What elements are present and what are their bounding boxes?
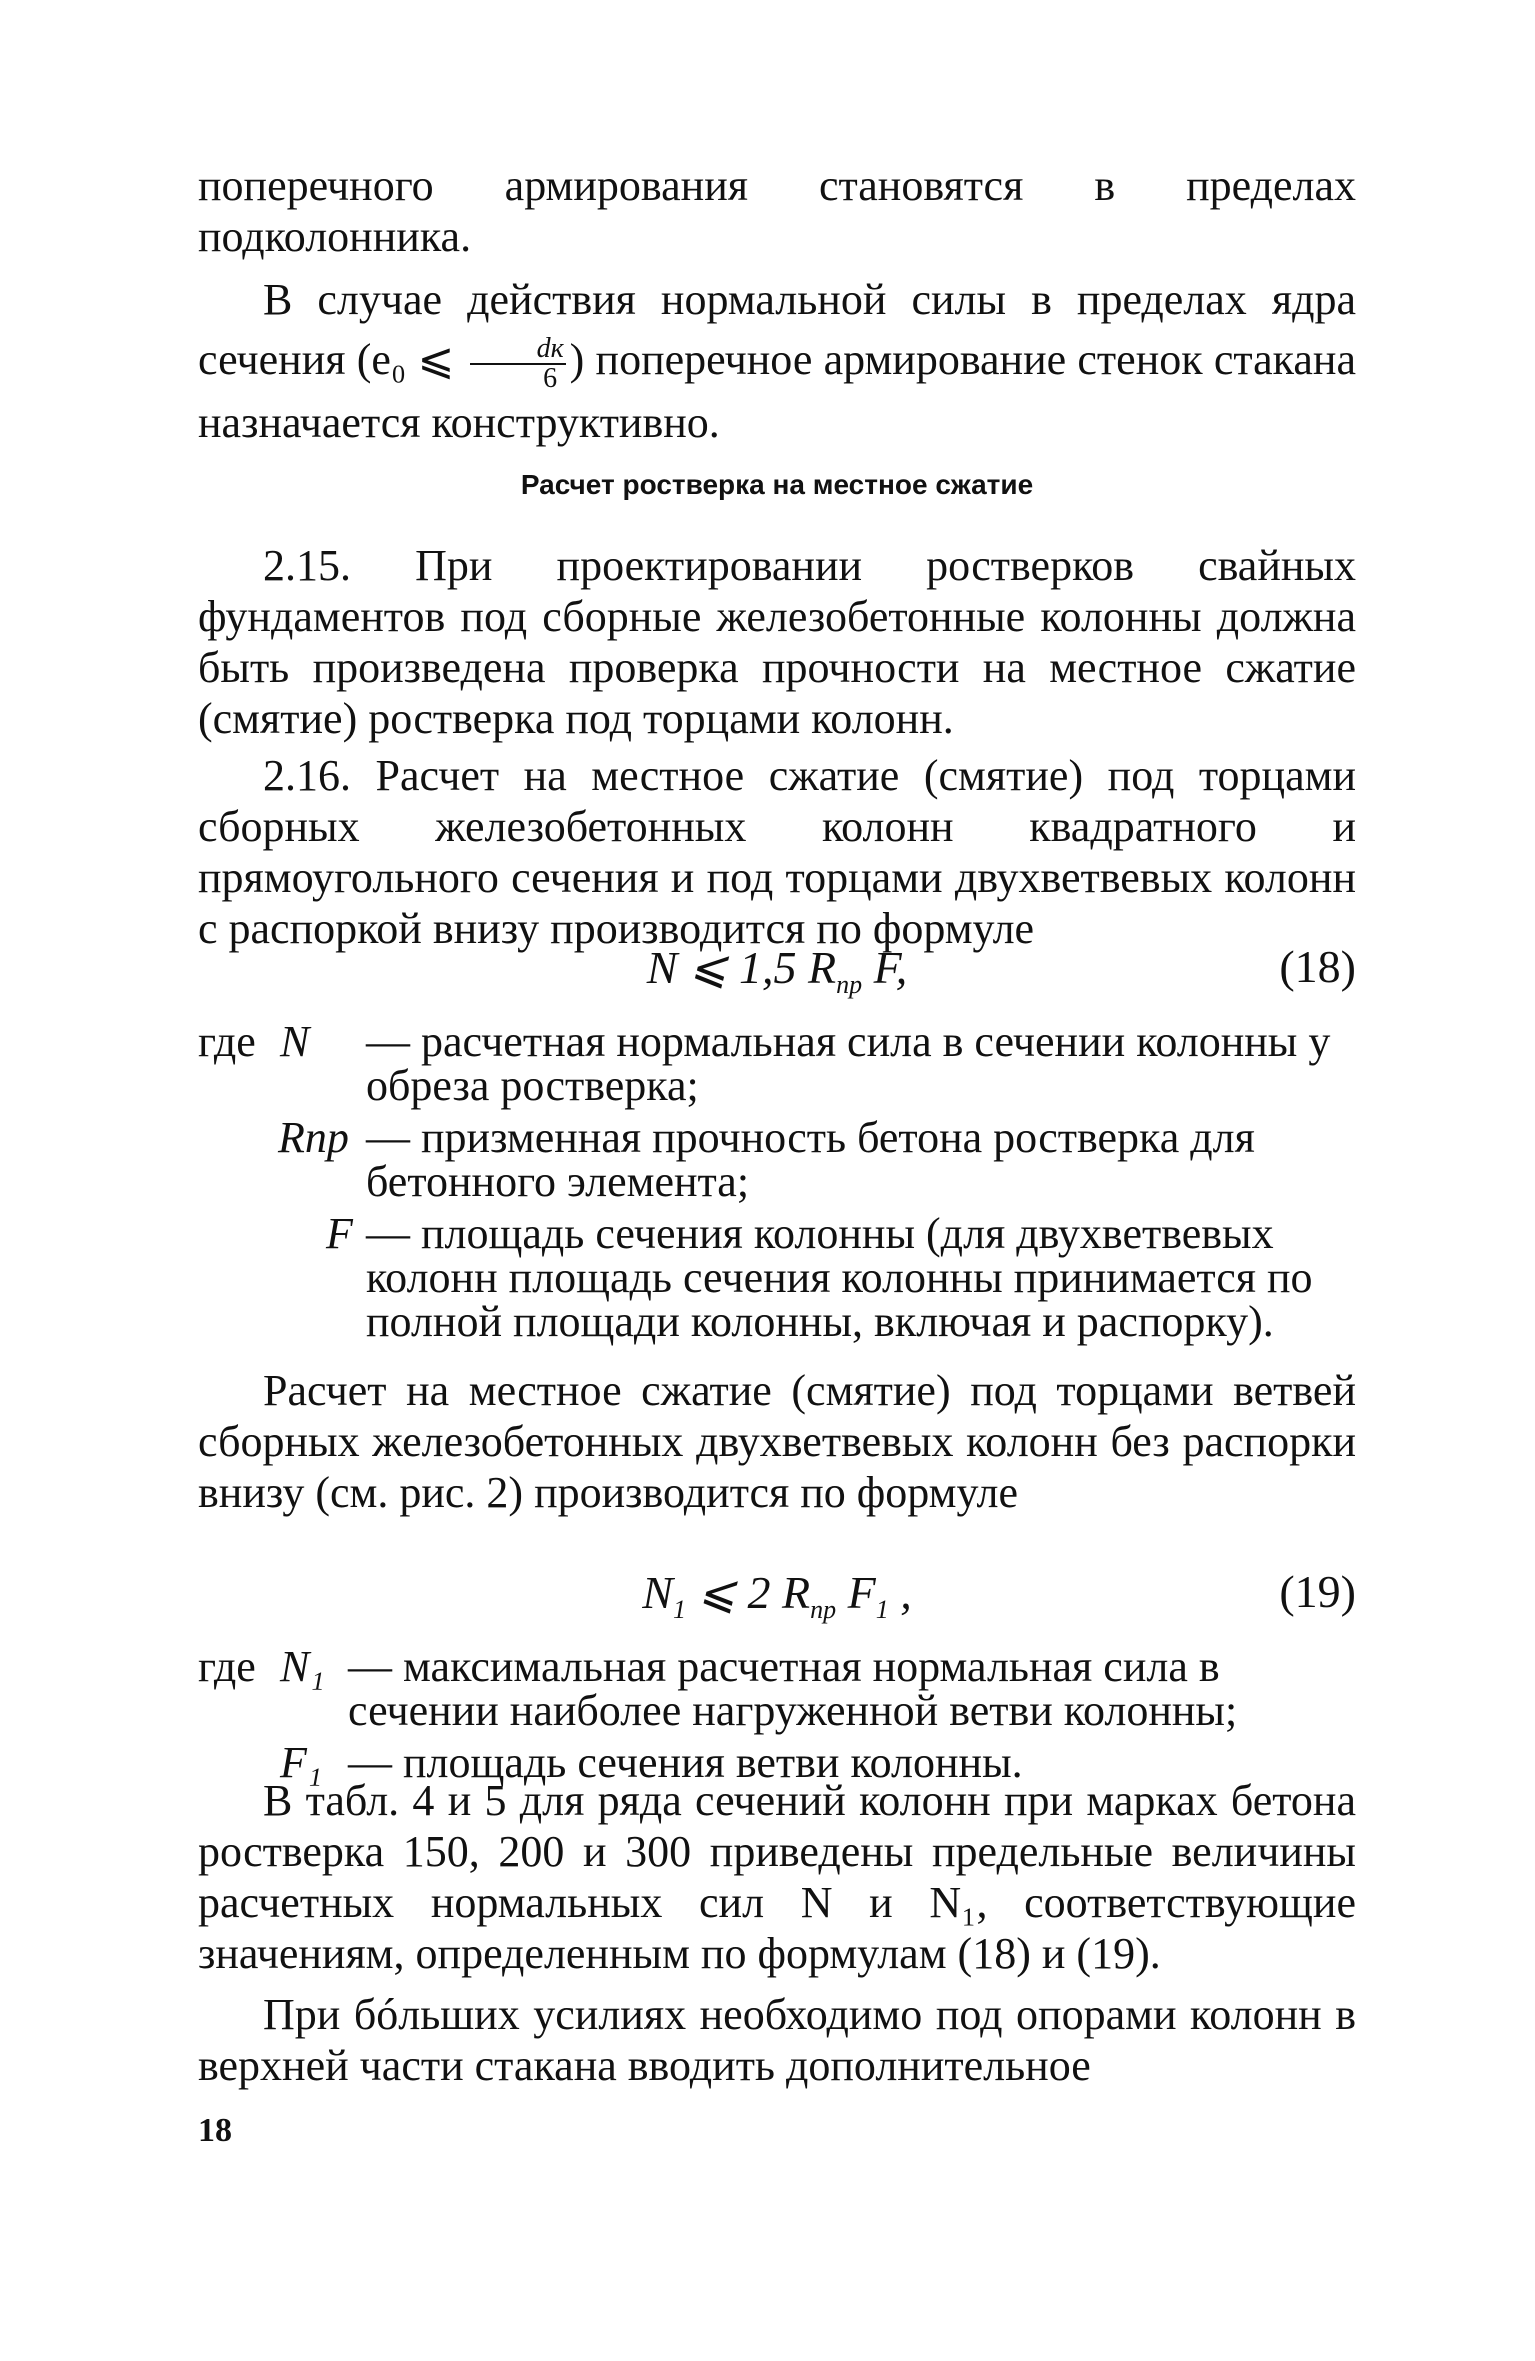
formula-18-part-b: F,: [862, 942, 908, 993]
intro-p2-end: ) поперечное армирование стенок стакана назначается конструктивно.: [198, 335, 1356, 447]
paragraph-2-15: 2.15. При проектировании ростверков свайных фундаментов под сборные железобетонные колонны должна быть произведена проверка прочности на местное сжатие (смятие) ростверка под торцами колонн.: [198, 541, 1356, 743]
section-heading: Расчет ростверка на местное сжатие: [520, 469, 1034, 500]
formula-19-part-a: N: [642, 1567, 673, 1618]
intro-paragraph-2: [198, 270, 1356, 453]
definition-text: — призменная прочность бетона ростверка для бетонного элемента;: [366, 1113, 1255, 1206]
formula-18-expression: [198, 940, 1356, 1000]
formula-19: [198, 1565, 1356, 1625]
definition-term: F₁: [280, 1738, 323, 1787]
definitions-18: [198, 1017, 1356, 1346]
definition-item: [198, 1642, 1356, 1735]
paragraph-2-16: 2.16. Расчет на местное сжатие (смятие) под торцами сборных железобетонных колонн квадратного и прямоугольного сечения и под торцами двухветвевых колонн с распоркой внизу производится по формуле: [198, 751, 1356, 953]
page-number: 18: [198, 2112, 232, 2149]
formula-18-subscript: пр: [836, 970, 863, 1000]
fraction: [470, 332, 566, 394]
formula-19-subscript-1: 1: [672, 1595, 686, 1625]
definition-text: — расчетная нормальная сила в сечении колонны у обреза ростверка;: [366, 1017, 1331, 1110]
formula-18: [198, 940, 1356, 1000]
formula-18-part-a: N ⩽ 1,5 R: [646, 942, 837, 993]
intro-paragraph-1: поперечного армирования становятся в пределах подколонника.: [198, 161, 1356, 261]
intro-block: [198, 160, 1356, 453]
definition-lead: где: [198, 1017, 256, 1066]
fraction-numerator: dк: [470, 335, 566, 365]
definition-term: Rпр: [278, 1113, 349, 1162]
definition-text: — площадь сечения ветви колонны.: [348, 1738, 1023, 1787]
formula-19-part-b: ⩽ 2 R: [685, 1567, 811, 1618]
formula-19-subscript-3: 1: [875, 1595, 889, 1625]
definitions-19: [198, 1642, 1356, 1787]
paragraph-between: Расчет на местное сжатие (смятие) под торцами ветвей сборных железобетонных двухветвевых колонн без распорки внизу (см. рис. 2) производится по формуле: [198, 1366, 1356, 1517]
formula-18-number: (18): [1279, 941, 1356, 992]
formula-19-part-d: ,: [888, 1567, 912, 1618]
definition-item: [198, 1017, 1356, 1110]
formula-19-subscript-2: пр: [810, 1595, 837, 1625]
definition-term: N: [280, 1017, 310, 1066]
paragraph-last: При бóльших усилиях необходимо под опорами колонн в верхней части стакана вводить дополнительное: [198, 1990, 1356, 2090]
definition-item: [198, 1113, 1356, 1206]
formula-19-expression: [198, 1565, 1356, 1625]
formula-19-part-c: F: [836, 1567, 876, 1618]
definition-text: — максимальная расчетная нормальная сила в сечении наиболее нагруженной ветви колонны;: [348, 1642, 1238, 1735]
definition-lead: где: [198, 1642, 256, 1691]
intro-p2-start: В случае действия нормальной силы в пределах ядра сечения (e₀ ⩽: [198, 275, 1356, 384]
paragraph-between-block: [198, 1365, 1356, 1518]
paragraph-tables: В табл. 4 и 5 для ряда сечений колонн при марках бетона ростверка 150, 200 и 300 приведены предельные величины расчетных нормальных сил N и N₁, соответствующие значениям, определенным по формулам (18) и (19).: [198, 1776, 1356, 1978]
formula-19-number: (19): [1279, 1566, 1356, 1617]
sections-block: [198, 540, 1356, 954]
definition-term: F: [326, 1209, 353, 1258]
definition-text: — площадь сечения колонны (для двухветвевых колонн площадь сечения колонны принимается по полной площади колонны, включая и распорку).: [366, 1209, 1313, 1346]
definition-item: [198, 1209, 1356, 1346]
fraction-denominator: 6: [543, 362, 558, 394]
tables-paragraph-block: [198, 1775, 1356, 2091]
definition-term: N₁: [280, 1642, 325, 1691]
